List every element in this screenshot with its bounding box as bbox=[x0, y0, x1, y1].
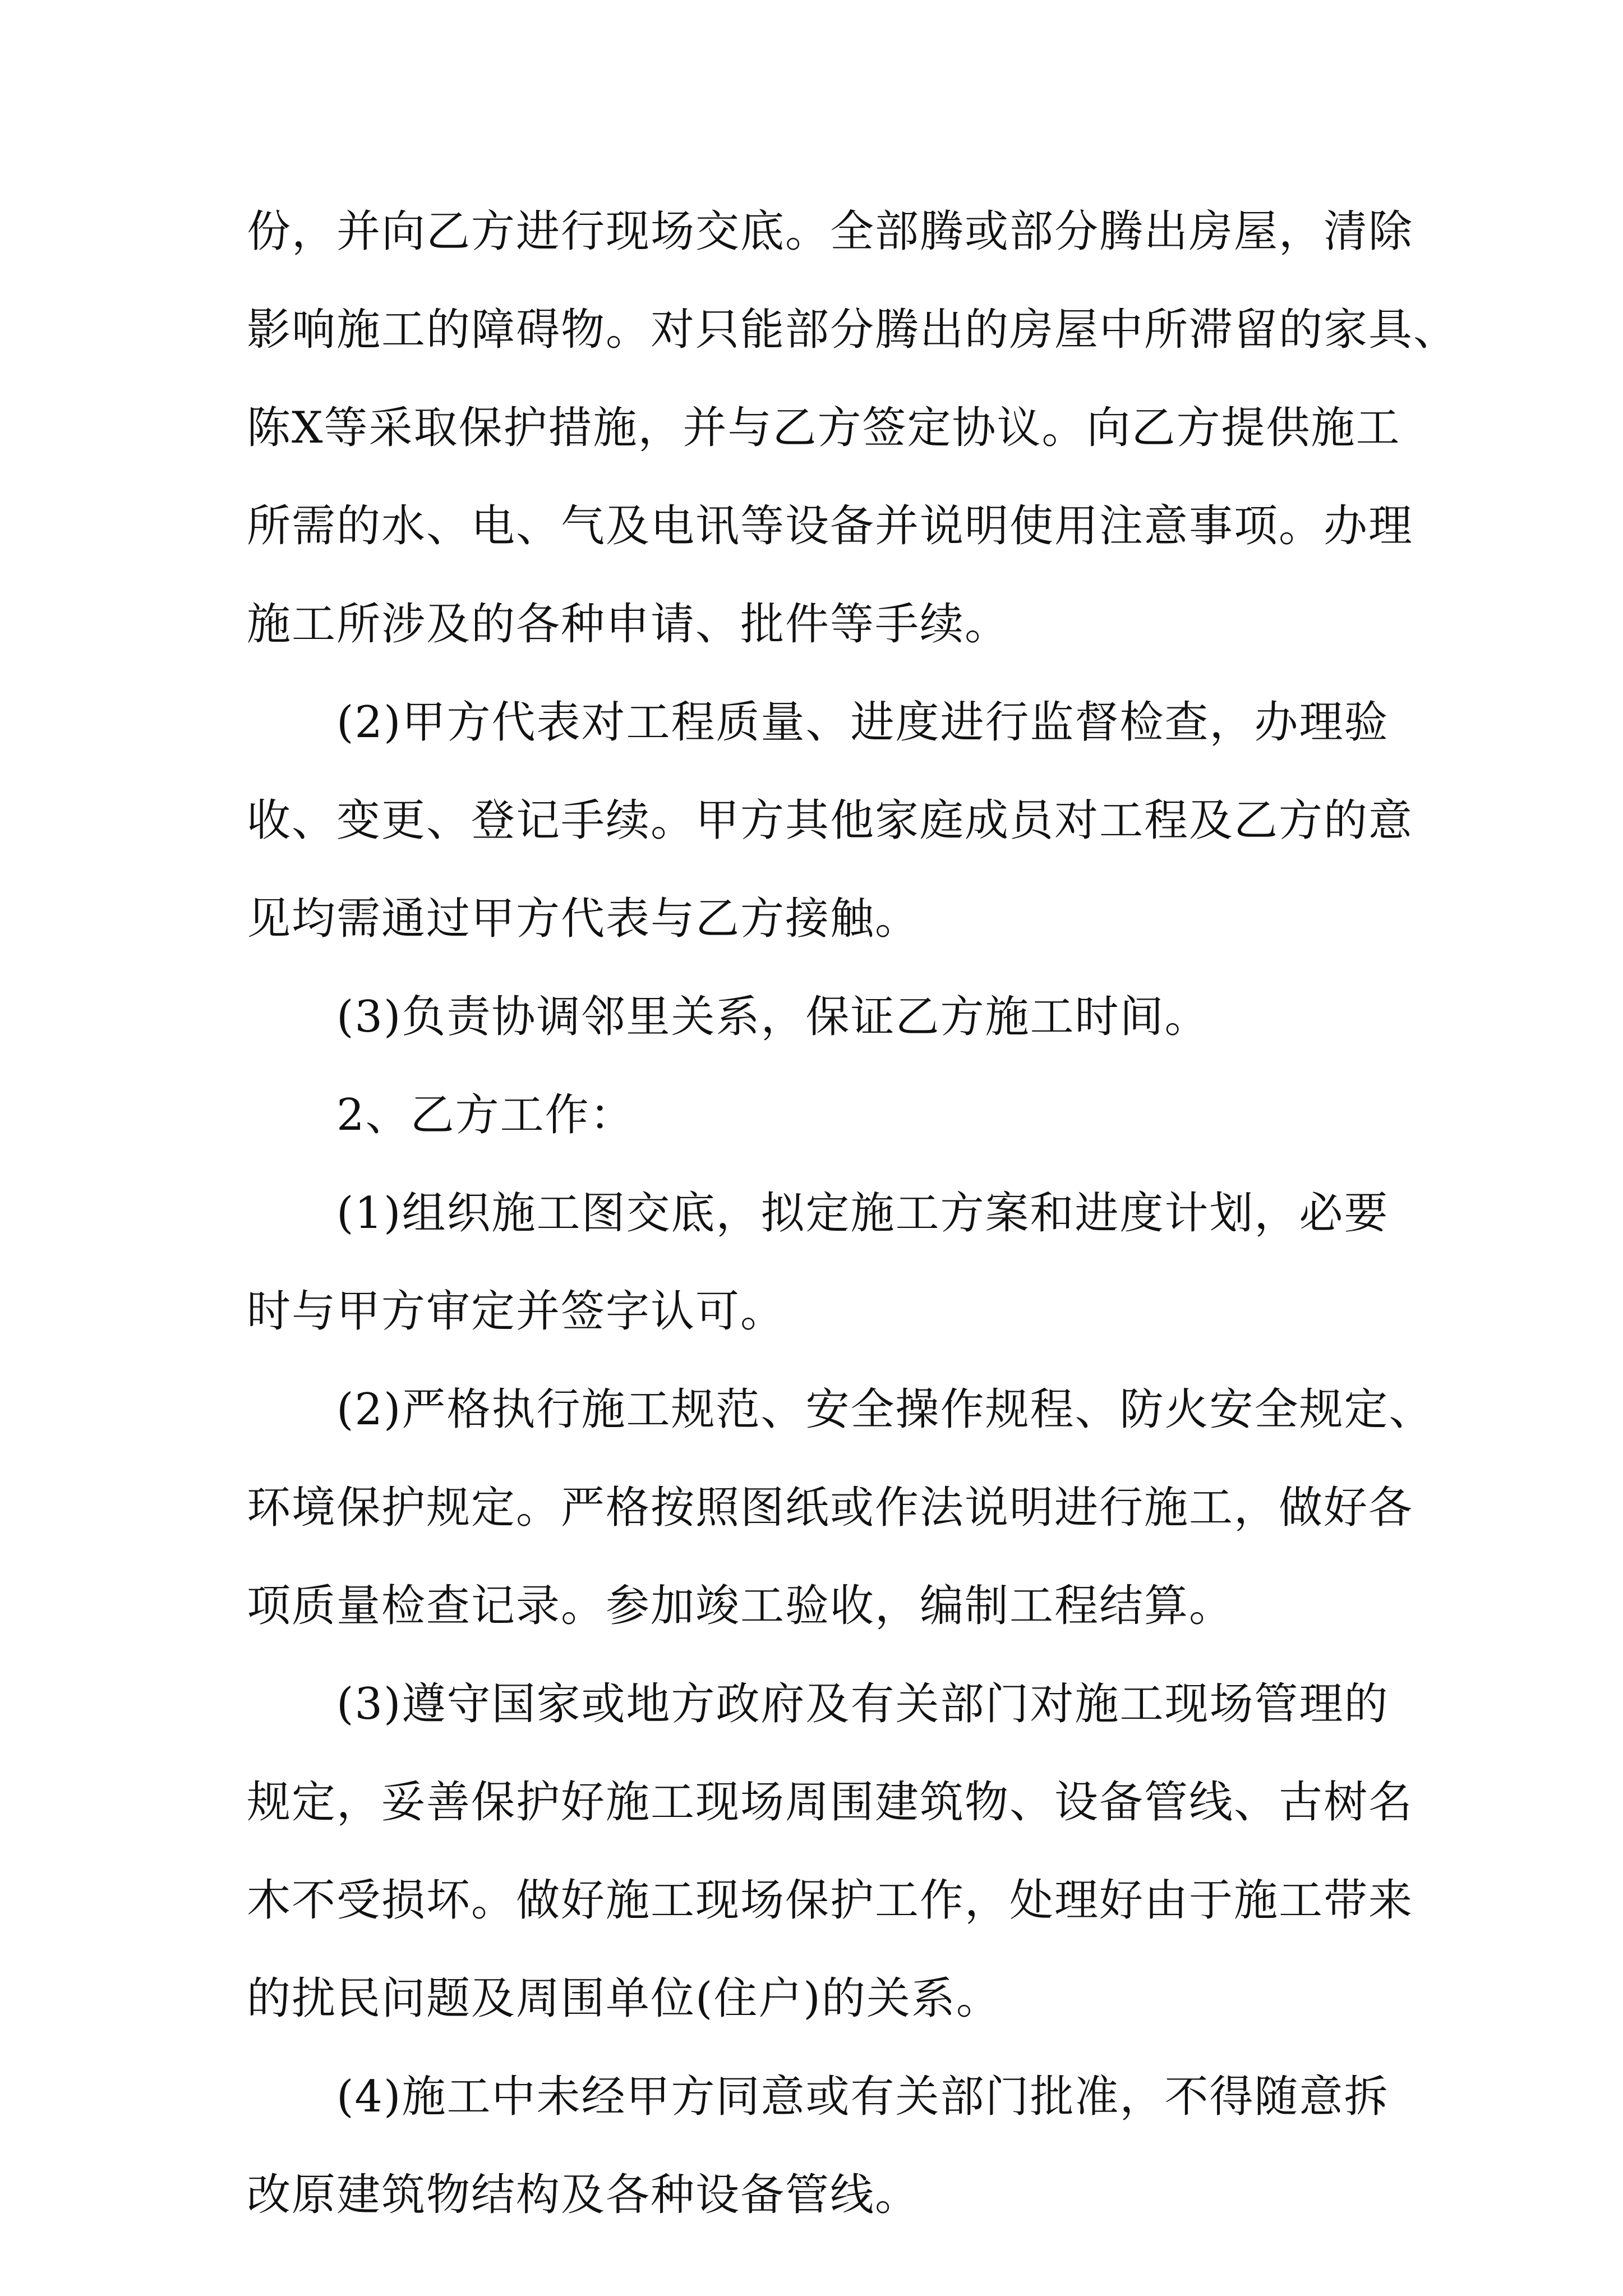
paragraph-line: 陈X等采取保护措施，并与乙方签定协议。向乙方提供施工 bbox=[247, 403, 1401, 453]
paragraph-line: 改原建筑物结构及各种设备管线。 bbox=[247, 2170, 920, 2220]
paragraph-line: 见均需通过甲方代表与乙方接触。 bbox=[247, 894, 920, 944]
paragraph-line: (2)甲方代表对工程质量、进度进行监督检查，办理验 bbox=[336, 697, 1389, 748]
paragraph-line: 收、变更、登记手续。甲方其他家庭成员对工程及乙方的意 bbox=[247, 795, 1414, 846]
section-heading: 2、乙方工作： bbox=[336, 1090, 635, 1140]
paragraph-line: (3)负责协调邻里关系，保证乙方施工时间。 bbox=[336, 992, 1210, 1042]
paragraph-line: 影响施工的障碍物。对只能部分腾出的房屋中所滞留的家具、 bbox=[247, 305, 1459, 355]
paragraph-line: (1)组织施工图交底，拟定施工方案和进度计划，必要 bbox=[336, 1188, 1389, 1239]
paragraph-line: 项质量检查记录。参加竣工验收，编制工程结算。 bbox=[247, 1581, 1234, 1631]
paragraph-line: 所需的水、电、气及电讯等设备并说明使用注意事项。办理 bbox=[247, 501, 1414, 551]
paragraph-line: 施工所涉及的各种申请、批件等手续。 bbox=[247, 599, 1010, 650]
paragraph-line: (4)施工中未经甲方同意或有关部门批准，不得随意拆 bbox=[336, 2072, 1389, 2122]
paragraph-line: 份，并向乙方进行现场交底。全部腾或部分腾出房屋，清除 bbox=[247, 206, 1414, 257]
paragraph-line: (3)遵守国家或地方政府及有关部门对施工现场管理的 bbox=[336, 1679, 1389, 1729]
paragraph-line: 环境保护规定。严格按照图纸或作法说明进行施工，做好各 bbox=[247, 1483, 1414, 1533]
paragraph-line: 木不受损坏。做好施工现场保护工作，处理好由于施工带来 bbox=[247, 1875, 1414, 1926]
paragraph-line: 的扰民问题及周围单位(住户)的关系。 bbox=[247, 1973, 1001, 2024]
paragraph-line: 规定，妥善保护好施工现场周围建筑物、设备管线、古树名 bbox=[247, 1777, 1414, 1828]
paragraph-line: (2)严格执行施工规范、安全操作规程、防火安全规定、 bbox=[336, 1384, 1434, 1435]
paragraph-line: 时与甲方审定并签字认可。 bbox=[247, 1286, 786, 1337]
